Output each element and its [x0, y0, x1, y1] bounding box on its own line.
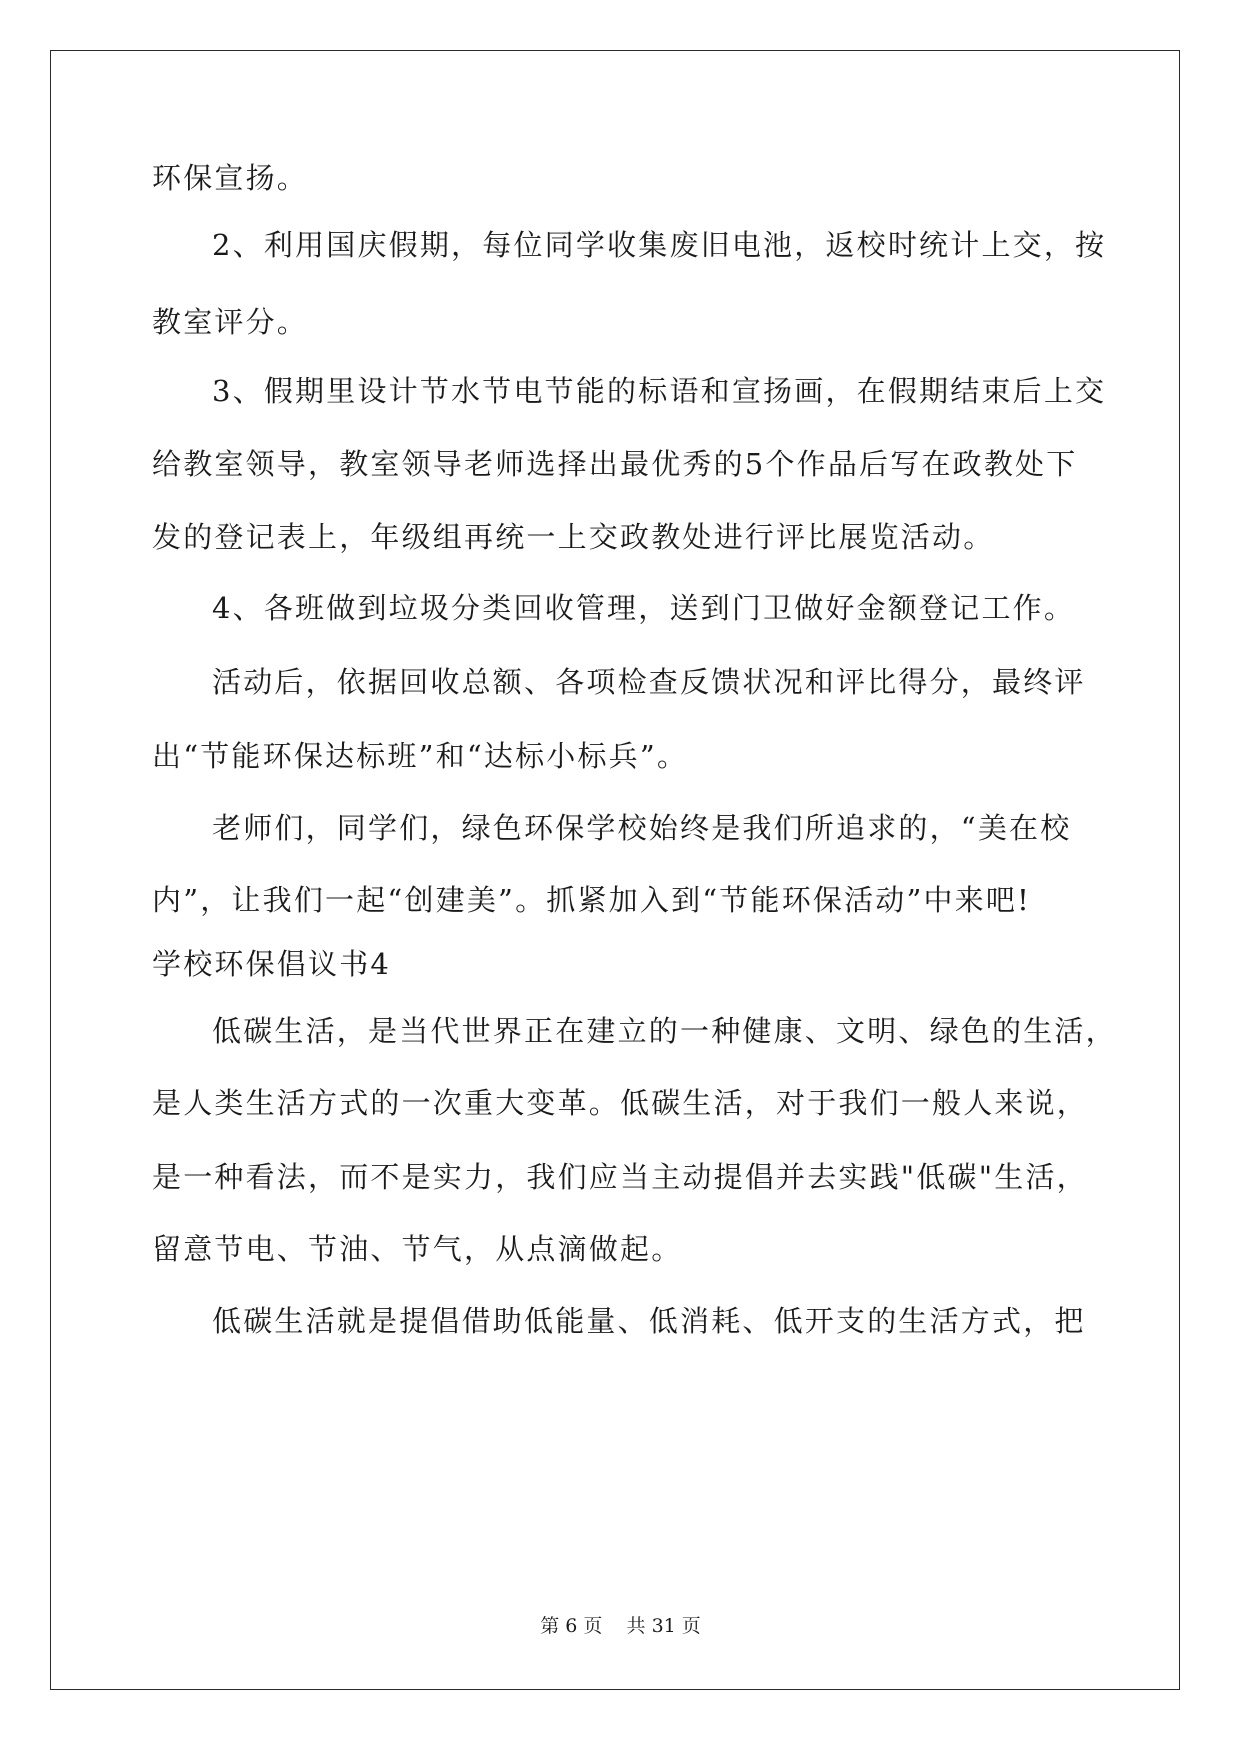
body-line-16: 低碳生活就是提倡借助低能量、低消耗、低开支的生活方式，把: [212, 1304, 1086, 1338]
body-line-1: 环保宣扬。: [152, 161, 309, 195]
body-line-9: 出“节能环保达标班”和“达标小标兵”。: [152, 739, 689, 773]
page-number-footer: 第 6 页 共 31 页: [540, 1615, 701, 1637]
body-line-8: 活动后，依据回收总额、各项检查反馈状况和评比得分，最终评: [212, 665, 1086, 699]
body-line-10: 老师们，同学们，绿色环保学校始终是我们所追求的，“美在校: [212, 811, 1072, 845]
section-heading: 学校环保倡议书4: [152, 947, 392, 981]
body-line-4: 3、假期里设计节水节电节能的标语和宣扬画，在假期结束后上交: [212, 374, 1107, 408]
body-line-11: 内”，让我们一起“创建美”。抓紧加入到“节能环保活动”中来吧!: [152, 883, 1031, 917]
body-line-15: 留意节电、节油、节气，从点滴做起。: [152, 1232, 683, 1266]
body-line-5: 给教室领导，教室领导老师选择出最优秀的5个作品后写在政教处下: [152, 447, 1078, 481]
body-line-6: 发的登记表上，年级组再统一上交政教处进行评比展览活动。: [152, 520, 995, 554]
body-line-3: 教室评分。: [152, 305, 309, 339]
body-line-14: 是一种看法，而不是实力，我们应当主动提倡并去实践"低碳"生活，: [152, 1160, 1088, 1194]
body-line-7: 4、各班做到垃圾分类回收管理，送到门卫做好金额登记工作。: [212, 591, 1076, 625]
body-line-13: 是人类生活方式的一次重大变革。低碳生活，对于我们一般人来说，: [152, 1086, 1089, 1120]
page-border: [50, 50, 1180, 1690]
body-line-2: 2、利用国庆假期，每位同学收集废旧电池，返校时统计上交，按: [212, 228, 1107, 262]
body-line-12: 低碳生活，是当代世界正在建立的一种健康、文明、绿色的生活，: [212, 1014, 1117, 1048]
